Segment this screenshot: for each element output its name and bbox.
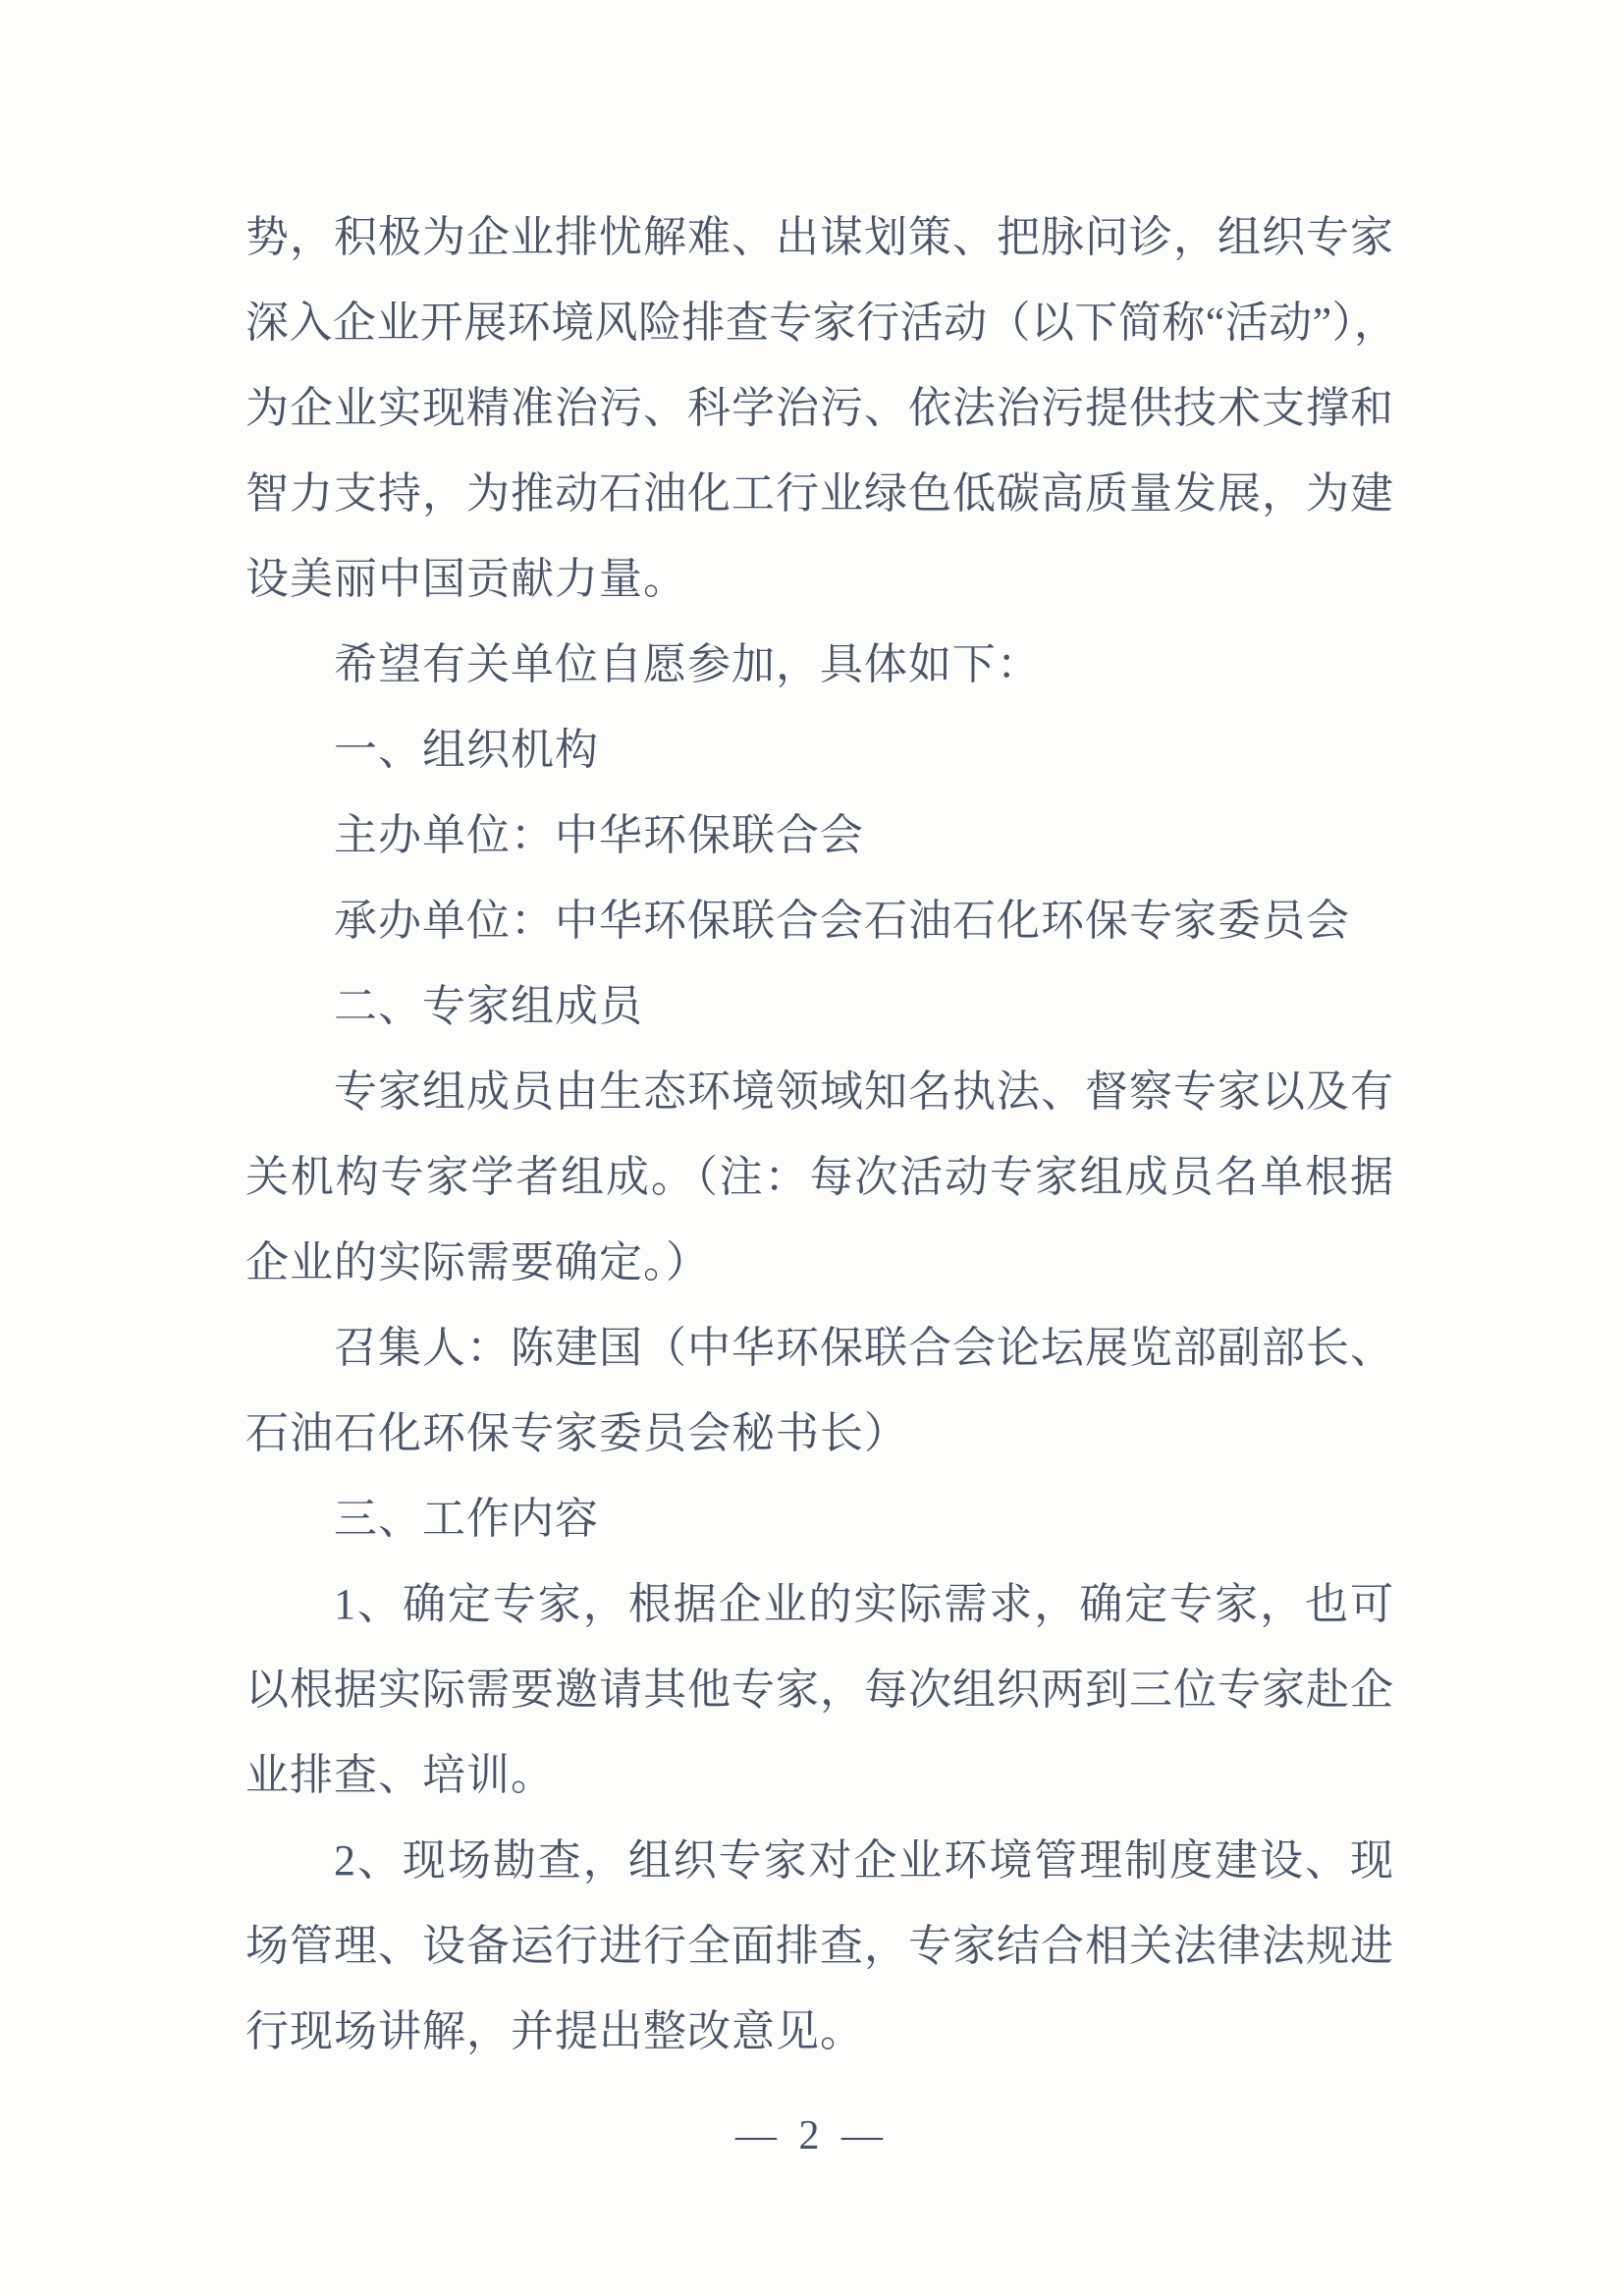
text-line: 势，积极为企业排忧解难、出谋划策、把脉问诊，组织专家 bbox=[245, 213, 1394, 261]
text-line: 专家组成员由生态环境领域知名执法、督察专家以及有 bbox=[334, 1067, 1394, 1116]
text-line: 2、现场勘查，组织专家对企业环境管理制度建设、现 bbox=[334, 1836, 1394, 1885]
text-line: 希望有关单位自愿参加，具体如下： bbox=[334, 640, 1041, 688]
text-line: 1、确定专家，根据企业的实际需求，确定专家，也可 bbox=[334, 1580, 1394, 1628]
text-line: 石油石化环保专家委员会秘书长） bbox=[245, 1409, 908, 1457]
text-line: 场管理、设备运行进行全面排查，专家结合相关法律法规进 bbox=[245, 1922, 1394, 1970]
text-line: 二、专家组成员 bbox=[334, 982, 643, 1030]
text-line: 关机构专家学者组成。（注：每次活动专家组成员名单根据 bbox=[245, 1153, 1394, 1201]
text-line: 业排查、培训。 bbox=[245, 1751, 555, 1799]
text-line: 召集人：陈建国（中华环保联合会论坛展览部副部长、 bbox=[334, 1324, 1394, 1372]
text-line: 主办单位：中华环保联合会 bbox=[334, 811, 864, 859]
document-body bbox=[245, 194, 1394, 2074]
page-number: — 2 — bbox=[735, 2113, 889, 2159]
text-line: 以根据实际需要邀请其他专家，每次组织两到三位专家赴企 bbox=[245, 1666, 1394, 1714]
text-line: 承办单位：中华环保联合会石油石化环保专家委员会 bbox=[334, 897, 1350, 945]
text-line: 一、组织机构 bbox=[334, 726, 599, 774]
text-line: 设美丽中国贡献力量。 bbox=[245, 555, 687, 603]
text-line: 企业的实际需要确定。） bbox=[245, 1238, 710, 1286]
text-line: 为企业实现精准治污、科学治污、依法治污提供技术支撑和 bbox=[245, 384, 1394, 432]
text-line: 行现场讲解，并提出整改意见。 bbox=[245, 2007, 864, 2055]
text-line: 三、工作内容 bbox=[334, 1495, 599, 1543]
text-line: 深入企业开展环境风险排查专家行活动（以下简称“活动”）， bbox=[245, 299, 1394, 347]
text-line: 智力支持，为推动石油化工行业绿色低碳高质量发展，为建 bbox=[245, 469, 1394, 518]
